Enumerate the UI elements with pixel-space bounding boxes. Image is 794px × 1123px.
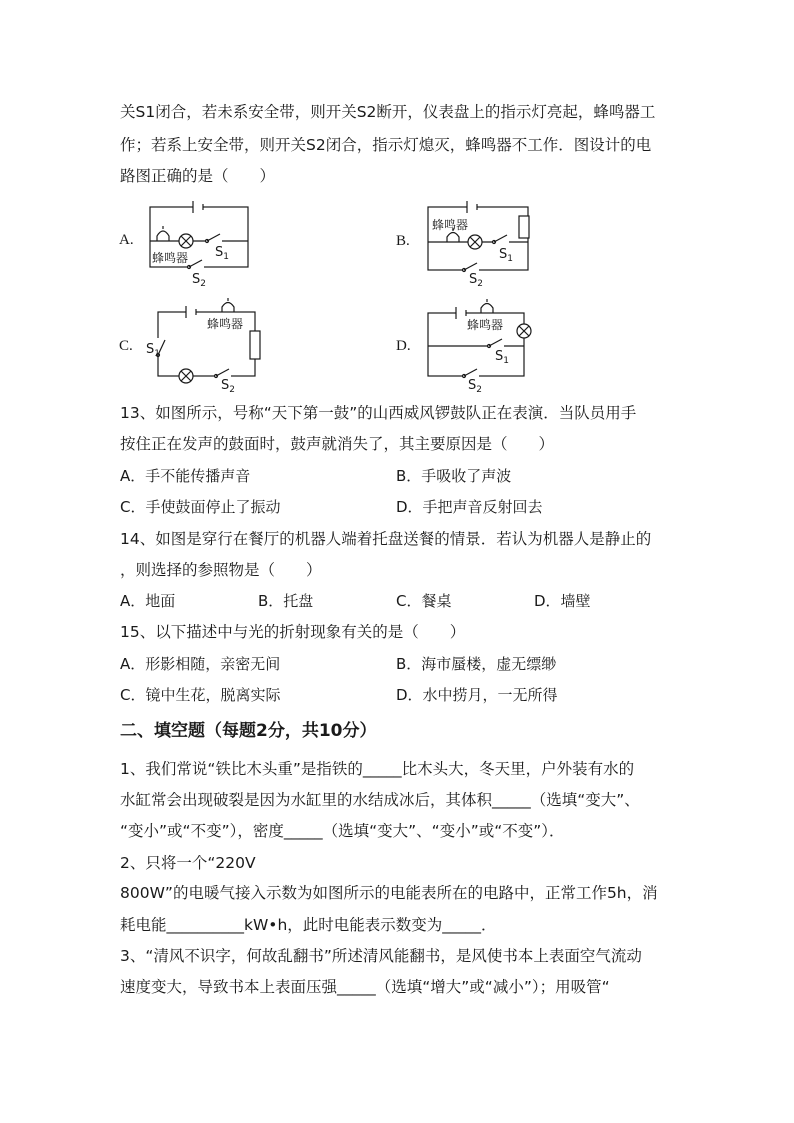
q13-option-c: C．手使鼓面停止了振动 xyxy=(120,498,281,516)
circuit-d xyxy=(428,299,531,378)
q14-line-1: 14、如图是穿行在餐厅的机器人端着托盘送餐的情景．若认为机器人是静止的 xyxy=(120,530,652,548)
buzzer-icon xyxy=(157,231,169,241)
q14-option-a: A．地面 xyxy=(120,592,176,610)
q14-line-2: ，则选择的参照物是（ ） xyxy=(120,561,322,579)
q15-option-c: C．镜中生花，脱离实际 xyxy=(120,686,281,704)
q13-option-d: D．手把声音反射回去 xyxy=(396,498,543,516)
s1-label-d: $S_1$ xyxy=(495,349,509,366)
s2-label-d: $S_2$ xyxy=(468,378,482,395)
circuit-b xyxy=(428,201,529,272)
f1-line-2: 水缸常会出现破裂是因为水缸里的水结成冰后，其体积_____（选填“变大”、 xyxy=(120,791,640,809)
circuit-label-d: D. xyxy=(396,338,411,354)
s2-label-c: $S_2$ xyxy=(221,378,235,395)
section-title-fill-in: 二、填空题（每题2分，共10分） xyxy=(120,721,377,741)
q15-option-d: D．水中捞月，一无所得 xyxy=(396,686,558,704)
q12-line-2: 作；若系上安全带，则开关S2闭合，指示灯熄灭，蜂鸣器不工作．图设计的电 xyxy=(120,136,652,154)
s1-label-a: $S_1$ xyxy=(215,245,229,262)
f1-line-1: 1、我们常说“铁比木头重”是指铁的_____比木头大，冬天里，户外装有水的 xyxy=(120,760,635,778)
f1-line-3: “变小”或“不变”），密度_____（选填“变大”、“变小”或“不变”）． xyxy=(120,822,565,840)
buzzer-label-d: 蜂鸣器 xyxy=(467,318,504,332)
circuit-label-c: C. xyxy=(119,338,133,354)
circuit-label-a: A. xyxy=(119,232,134,248)
circuit-diagrams xyxy=(0,0,794,400)
q14-option-b: B．托盘 xyxy=(258,592,314,610)
q14-option-c: C．餐桌 xyxy=(396,592,452,610)
circuit-label-b: B. xyxy=(396,233,410,249)
q14-option-d: D．墙壁 xyxy=(534,592,591,610)
q15-option-a: A．形影相随，亲密无间 xyxy=(120,655,281,673)
buzzer-icon xyxy=(481,304,493,314)
buzzer-label-b: 蜂鸣器 xyxy=(432,218,469,232)
s1-label-c: $S_1$ xyxy=(146,342,160,359)
q15-line-1: 15、以下描述中与光的折射现象有关的是（ ） xyxy=(120,623,466,641)
f3-line-2: 速度变大，导致书本上表面压强_____（选填“增大”或“减小”）；用吸管“ xyxy=(120,978,610,996)
buzzer-label-c: 蜂鸣器 xyxy=(207,317,244,331)
buzzer-icon xyxy=(222,303,234,313)
resistor-icon xyxy=(519,216,529,238)
resistor-icon xyxy=(250,331,260,359)
q12-line-3: 路图正确的是（ ） xyxy=(120,167,276,185)
buzzer-label-a: 蜂鸣器 xyxy=(152,251,189,265)
q13-line-1: 13、如图所示，号称“天下第一鼓”的山西威风锣鼓队正在表演．当队员用手 xyxy=(120,404,637,422)
q13-line-2: 按住正在发声的鼓面时，鼓声就消失了，其主要原因是（ ） xyxy=(120,435,555,453)
s2-label-a: $S_2$ xyxy=(192,272,206,289)
f2-line-2: 800W”的电暖气接入示数为如图所示的电能表所在的电路中，正常工作5h，消 xyxy=(120,884,658,902)
q12-line-1: 关S1闭合，若未系安全带，则开关S2断开，仪表盘上的指示灯亮起，蜂鸣器工 xyxy=(120,103,656,121)
f2-line-3: 耗电能__________kW•h，此时电能表示数变为_____． xyxy=(120,916,497,934)
q13-option-a: A．手不能传播声音 xyxy=(120,467,251,485)
f3-line-1: 3、“清风不识字，何故乱翻书”所述清风能翻书，是风使书本上表面空气流动 xyxy=(120,947,642,965)
circuit-c xyxy=(157,298,261,383)
buzzer-icon xyxy=(447,233,459,243)
q13-option-b: B．手吸收了声波 xyxy=(396,467,512,485)
q15-option-b: B．海市蜃楼，虚无缥缈 xyxy=(396,655,557,673)
f2-line-1: 2、只将一个“220V xyxy=(120,854,256,872)
s1-label-b: $S_1$ xyxy=(499,247,513,264)
s2-label-b: $S_2$ xyxy=(469,272,483,289)
